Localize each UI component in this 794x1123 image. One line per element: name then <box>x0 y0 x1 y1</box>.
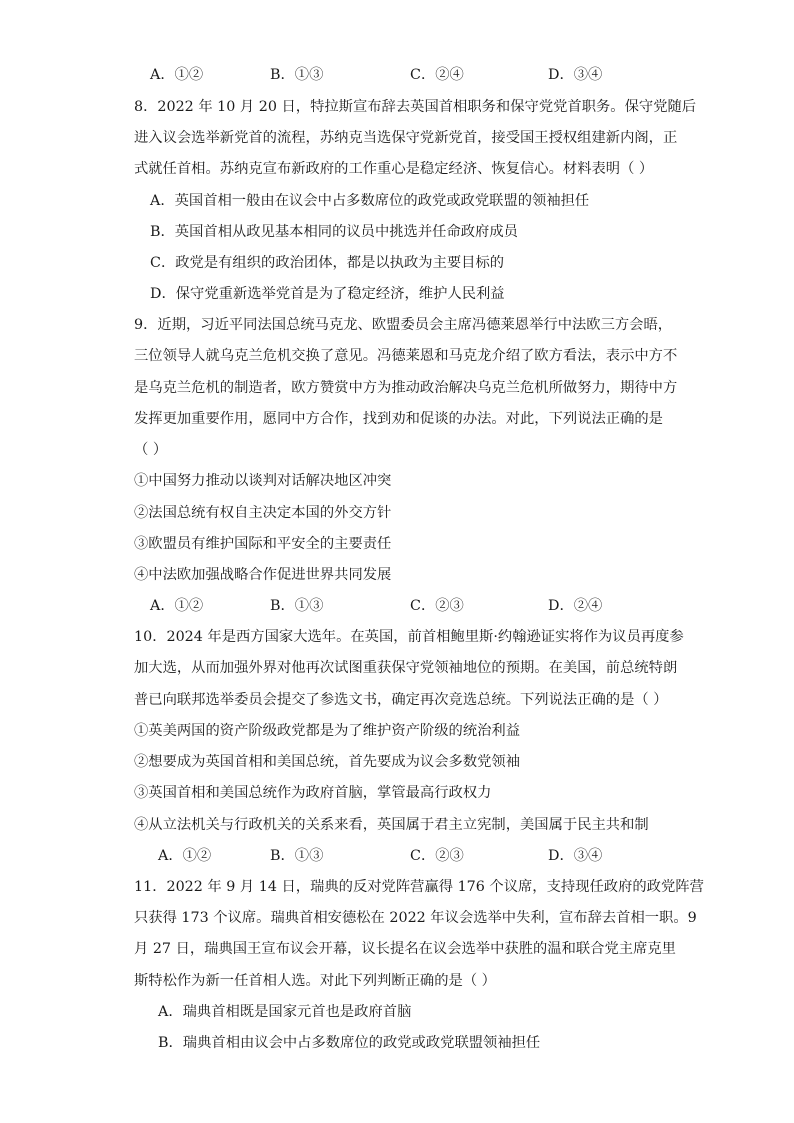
q10-stem-line-3: 普已向联邦选举委员会提交了参选文书，确定再次竞选总统。下列说法正确的是（ ） <box>134 692 668 708</box>
q8-choice-c[interactable]: C．政党是有组织的政治团体，都是以执政为主要目标的 <box>150 255 505 271</box>
q10-option-a[interactable]: A．①② <box>158 848 212 864</box>
q9-stem-line-5: （ ） <box>134 442 168 458</box>
q8-choice-b[interactable]: B．英国首相从政见基本相同的议员中挑选并任命政府成员 <box>150 224 518 240</box>
q10-option-d[interactable]: D．③④ <box>548 848 603 864</box>
q10-option-c[interactable]: C．②③ <box>410 848 464 864</box>
q11-choice-a[interactable]: A．瑞典首相既是国家元首也是政府首脑 <box>158 1004 412 1020</box>
q8-choice-d[interactable]: D．保守党重新选举党首是为了稳定经济，维护人民利益 <box>150 286 505 302</box>
q8-stem-line-3: 式就任首相。苏纳克宣布新政府的工作重心是稳定经济、恢复信心。材料表明（ ） <box>134 161 654 177</box>
q11-stem-line-3: 月 27 日，瑞典国王宣布议会开幕，议长提名在议会选举中获胜的温和联合党主席克里 <box>134 941 676 957</box>
q9-stem-line-4: 发挥更加重要作用，愿同中方合作，找到劝和促谈的办法。对此，下列说法正确的是 <box>134 411 663 427</box>
q10-stem-line-2: 加大选，从而加强外界对他再次试图重获保守党领袖地位的预期。在美国，前总统特朗 <box>134 660 678 676</box>
q9-option-b[interactable]: B．①③ <box>270 598 324 614</box>
q9-statement-4: ④中法欧加强战略合作促进世界共同发展 <box>134 567 392 583</box>
q11-stem-line-4: 斯特松作为新一任首相人选。对此下列判断正确的是（ ） <box>134 973 496 989</box>
q9-option-a[interactable]: A．①② <box>150 598 204 614</box>
q10-stem-line-1: 10．2024 年是西方国家大选年。在英国，前首相鲍里斯·约翰逊证实将作为议员再度参 <box>134 629 684 645</box>
q9-option-c[interactable]: C．②③ <box>410 598 464 614</box>
q9-statement-1: ①中国努力推动以谈判对话解决地区冲突 <box>134 473 392 489</box>
q10-statement-3: ③英国首相和美国总统作为政府首脑，掌管最高行政权力 <box>134 785 492 801</box>
q7-option-d[interactable]: D．③④ <box>548 67 603 83</box>
q11-stem-line-2: 只获得 173 个议席。瑞典首相安德松在 2022 年议会选举中失利，宣布辞去首相一职。9 <box>134 910 697 926</box>
q9-statement-3: ③欧盟员有维护国际和平安全的主要责任 <box>134 536 392 552</box>
q7-option-b[interactable]: B．①③ <box>270 67 324 83</box>
q7-option-a[interactable]: A．①② <box>150 67 204 83</box>
q7-option-c[interactable]: C．②④ <box>410 67 464 83</box>
q10-statement-2: ②想要成为英国首相和美国总统，首先要成为议会多数党领袖 <box>134 754 521 770</box>
q11-stem-line-1: 11．2022 年 9 月 14 日，瑞典的反对党阵营赢得 176 个议席，支持现任政府的政党阵营 <box>134 879 704 895</box>
q8-stem-line-2: 进入议会选举新党首的流程，苏纳克当选保守党新党首，接受国王授权组建新内阁，正 <box>134 130 678 146</box>
q8-stem-line-1: 8．2022 年 10 月 20 日，特拉斯宣布辞去英国首相职务和保守党党首职务。保守党随后 <box>134 99 697 115</box>
q9-statement-2: ②法国总统有权自主决定本国的外交方针 <box>134 505 392 521</box>
q9-stem-line-1: 9．近期，习近平同法国总统马克龙、欧盟委员会主席冯德莱恩举行中法欧三方会晤， <box>134 317 673 333</box>
q11-choice-b[interactable]: B．瑞典首相由议会中占多数席位的政党或政党联盟领袖担任 <box>158 1035 541 1051</box>
q10-statement-1: ①英美两国的资产阶级政党都是为了维护资产阶级的统治利益 <box>134 723 521 739</box>
q10-option-b[interactable]: B．①③ <box>270 848 324 864</box>
q10-statement-4: ④从立法机关与行政机关的关系来看，英国属于君主立宪制，美国属于民主共和制 <box>134 817 649 833</box>
q9-stem-line-2: 三位领导人就乌克兰危机交换了意见。冯德莱恩和马克龙介绍了欧方看法，表示中方不 <box>134 348 678 364</box>
q9-option-d[interactable]: D．②④ <box>548 598 603 614</box>
q9-stem-line-3: 是乌克兰危机的制造者，欧方赞赏中方为推动政治解决乌克兰危机所做努力，期待中方 <box>134 380 678 396</box>
q8-choice-a[interactable]: A．英国首相一般由在议会中占多数席位的政党或政党联盟的领袖担任 <box>150 193 590 209</box>
